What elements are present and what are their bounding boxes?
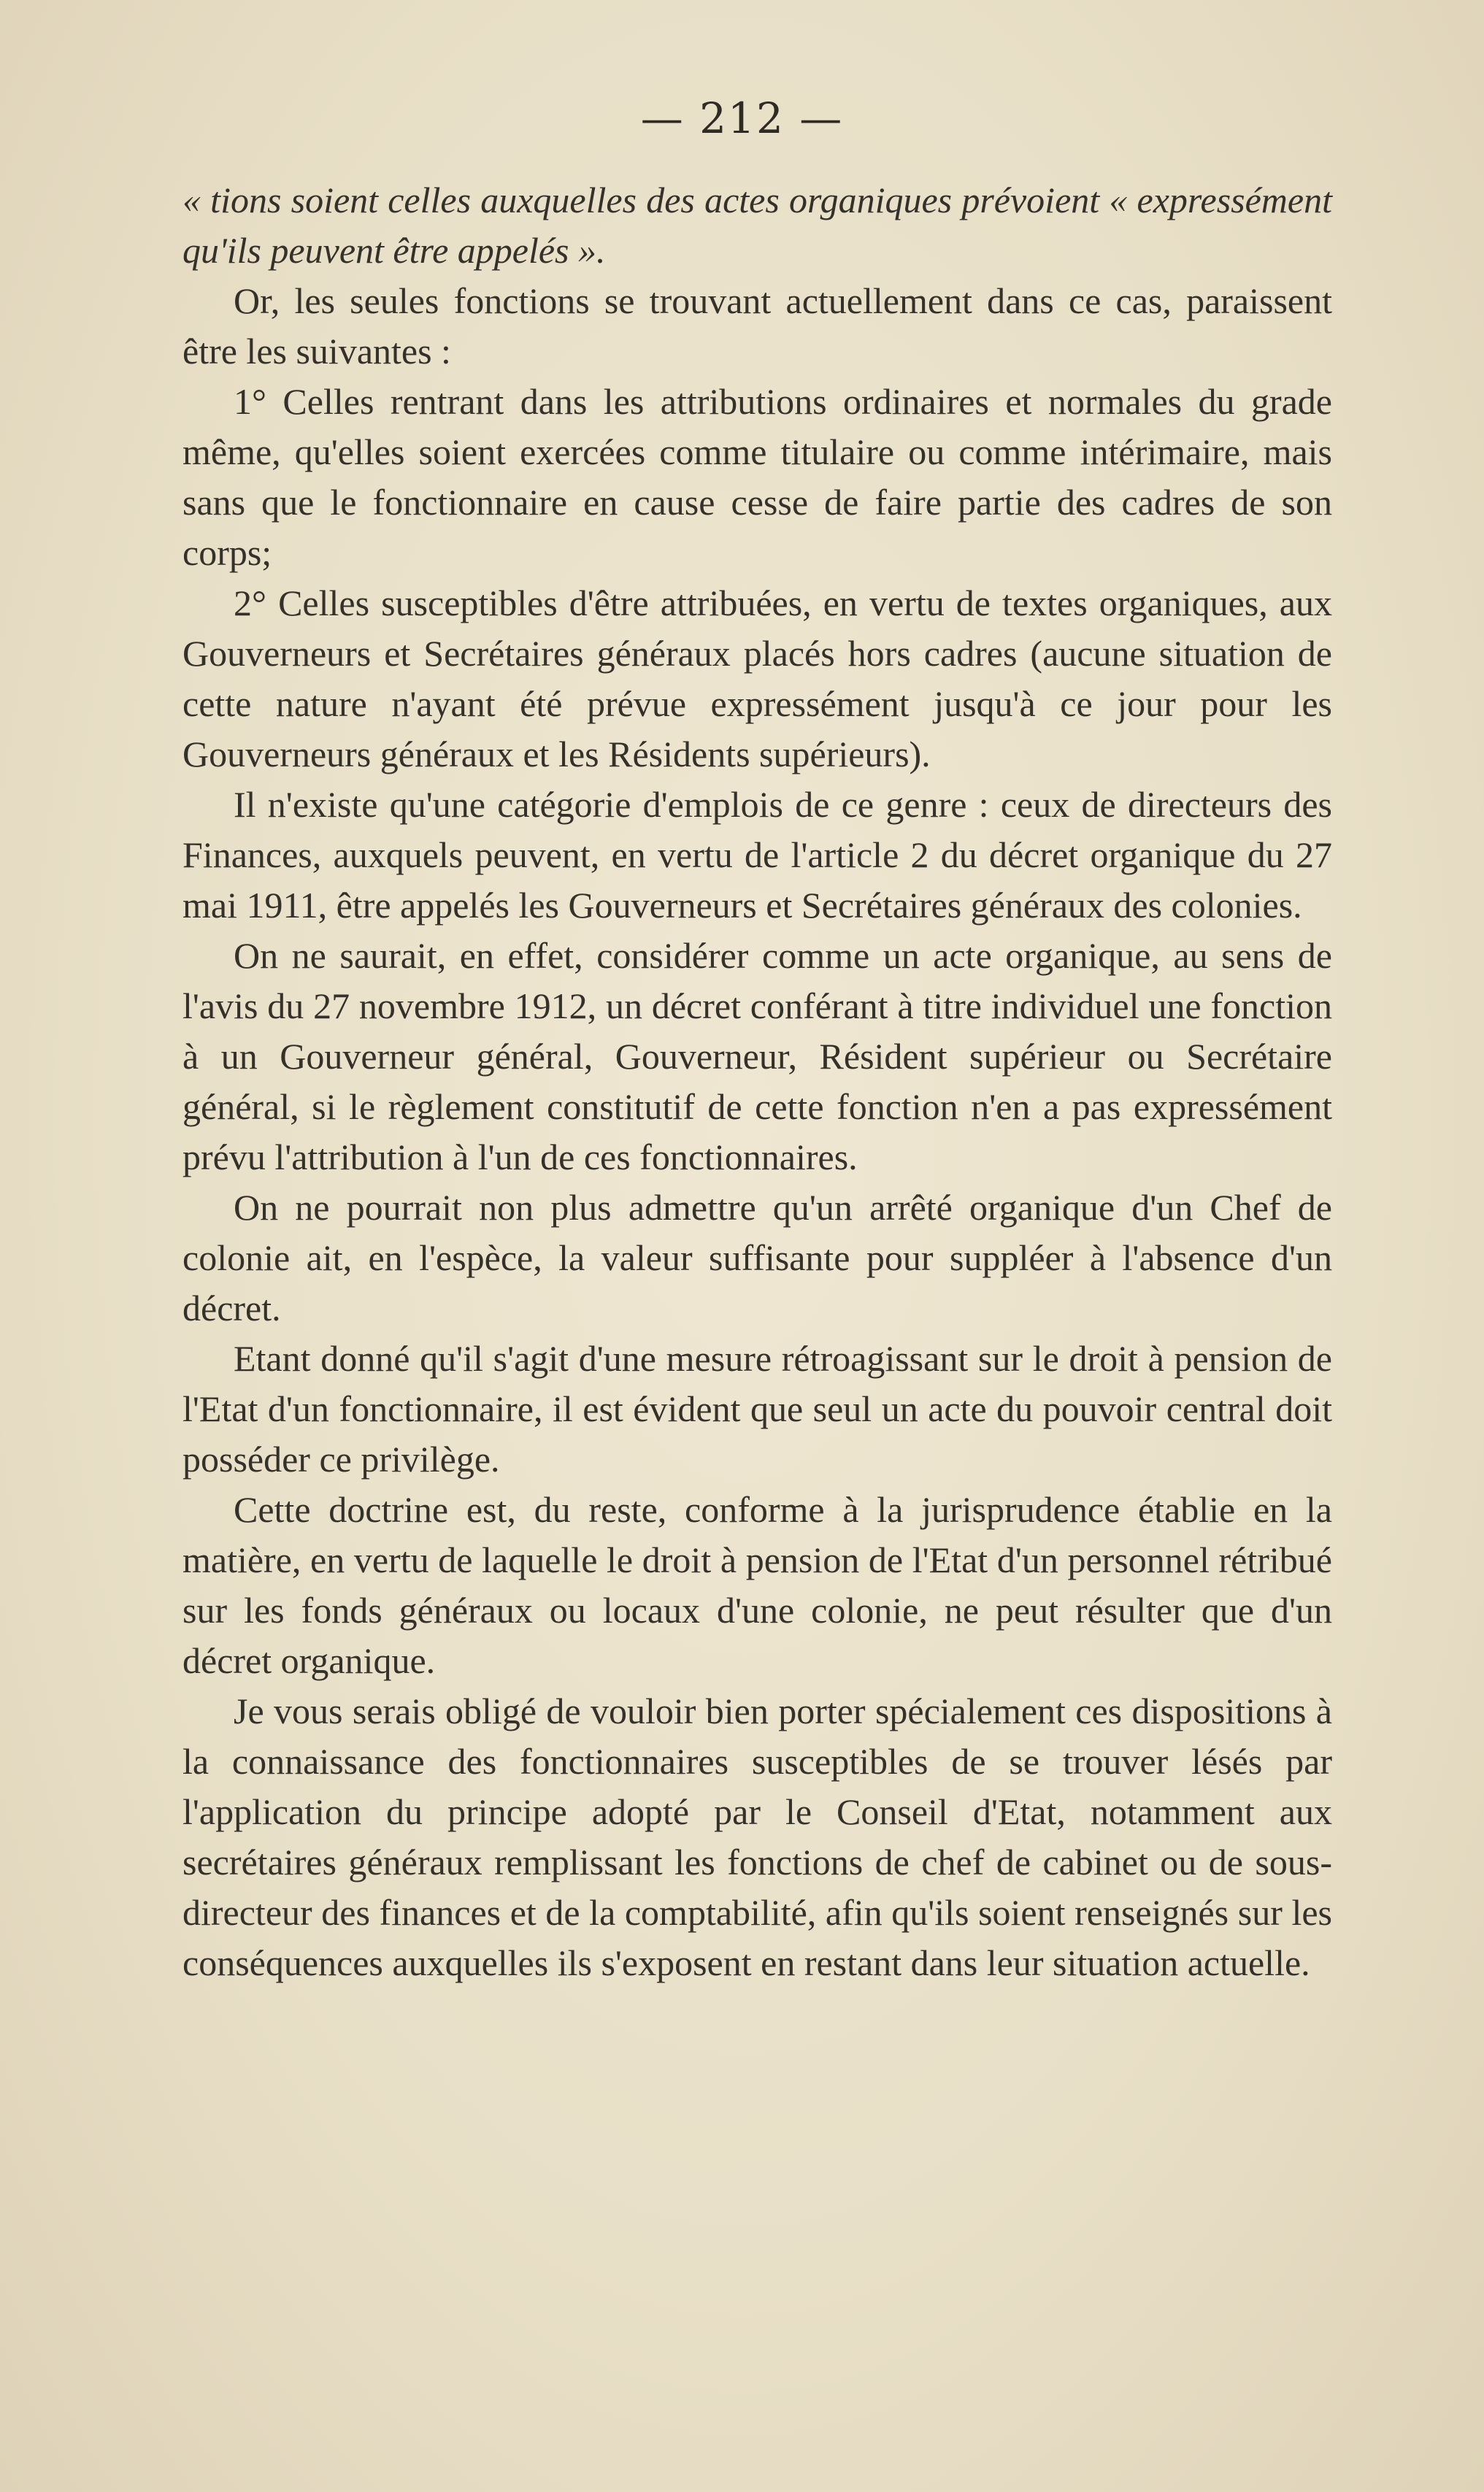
body-text — [182, 175, 1332, 1988]
paragraph-organic-act: On ne saurait, en effet, considérer comme un acte organique, au sens de l'avis du 27 novembre 1912, un décret conférant à titre individuel une fonction à un Gouverneur général, Gouverneur, Résident supérieur ou Secrétaire général, si le règlement constitutif de cette fonction n'en a pas expressément prévu l'attribution à l'un de ces fonctionnaires. — [182, 935, 1332, 1177]
paragraph-item-2: 2° Celles susceptibles d'être attribuées, en vertu de textes organiques, aux Gouverneurs et Secrétaires généraux placés hors cadres (aucune situation de cette nature n'ayant été prévue expressément jusqu'à ce jour pour les Gouverneurs généraux et les Résidents supérieurs). — [182, 582, 1332, 774]
paragraph-category: Il n'existe qu'une catégorie d'emplois de ce genre : ceux de directeurs des Finances, auxquels peuvent, en vertu de l'article 2 du décret organique du 27 mai 1911, être appelés les Gouverneurs et Secrétaires généraux des colonies. — [182, 784, 1332, 926]
paragraph-retroactive: Etant donné qu'il s'agit d'une mesure rétroagissant sur le droit à pension de l'Etat d'un fonctionnaire, il est évident que seul un acte du pouvoir central doit posséder ce privilège. — [182, 1338, 1332, 1480]
paragraph-quote-continuation: « tions soient celles auxquelles des actes organiques prévoient « expressément qu'ils peuvent être appelés ». — [182, 180, 1332, 271]
paragraph-item-1: 1° Celles rentrant dans les attributions ordinaires et normales du grade même, qu'elles soient exercées comme titulaire ou comme intérimaire, mais sans que le fonctionnaire en cause cesse de faire partie des cadres de son corps; — [182, 381, 1332, 573]
paragraph-arrete: On ne pourrait non plus admettre qu'un arrêté organique d'un Chef de colonie ait, en l'espèce, la valeur suffisante pour suppléer à l'absence d'un décret. — [182, 1187, 1332, 1328]
paragraph-jurisprudence: Cette doctrine est, du reste, conforme à la jurisprudence établie en la matière, en vertu de laquelle le droit à pension de l'Etat d'un personnel rétribué sur les fonds généraux ou locaux d'une colonie, ne peut résulter que d'un décret organique. — [182, 1489, 1332, 1681]
page-number: — 212 — — [640, 93, 844, 143]
paragraph-closing: Je vous serais obligé de vouloir bien porter spécialement ces dispositions à la connaissance des fonctionnaires susceptibles de se trouver lésés par l'application du principe adopté par le Conseil d'Etat, notamment aux secrétaires généraux remplissant les fonctions de chef de cabinet ou de sous-directeur des finances et de la comptabilité, afin qu'ils soient renseignés sur les conséquences auxquelles ils s'exposent en restant dans leur situation actuelle. — [182, 1691, 1332, 1983]
paragraph-intro: Or, les seules fonctions se trouvant actuellement dans ce cas, paraissent être les suivantes : — [182, 280, 1332, 372]
